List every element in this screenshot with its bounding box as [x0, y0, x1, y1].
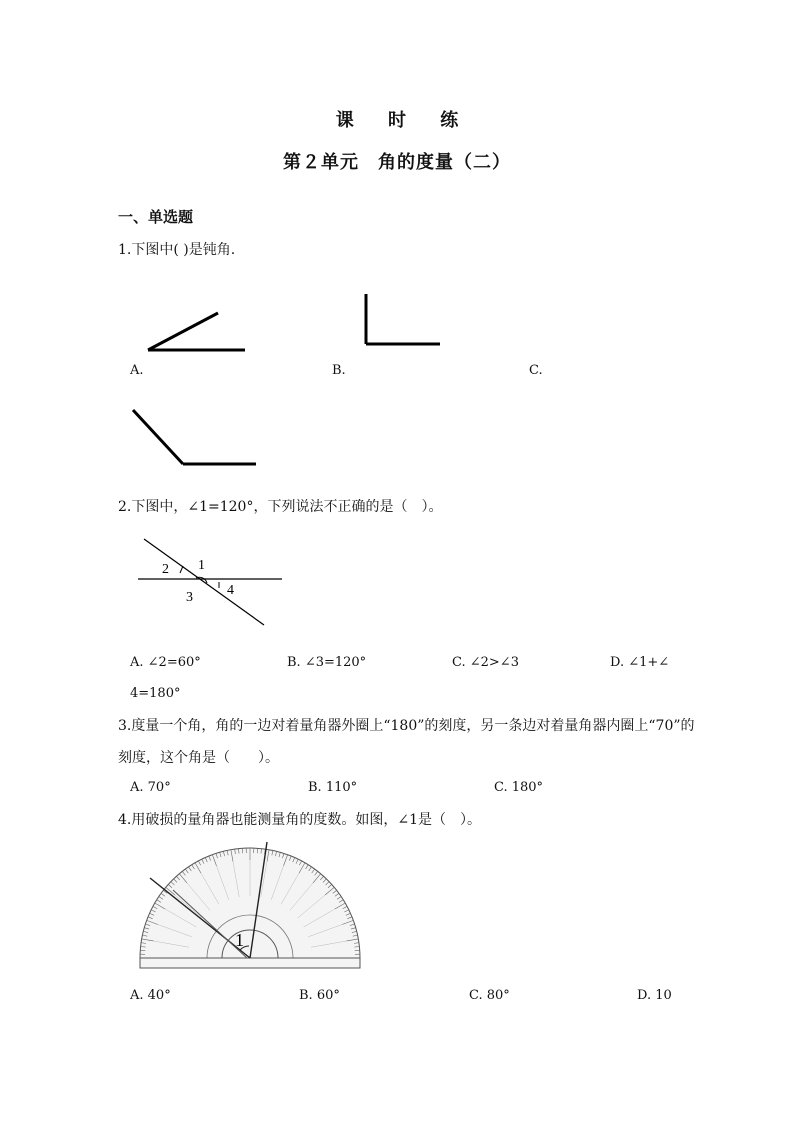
q1-option-c[interactable]: C.	[529, 363, 543, 378]
question-2-stem: 2.下图中，∠1=120°，下列说法不正确的是（ ）。	[118, 499, 443, 515]
q2-label-2: 2	[162, 562, 169, 577]
q2-option-d-wrap: 4=180°	[130, 686, 181, 701]
q3-option-a[interactable]: A. 70°	[130, 780, 171, 795]
q2-figure	[130, 535, 290, 630]
q1-figure-b	[358, 290, 448, 350]
q2-label-3: 3	[186, 590, 193, 605]
q3-option-c[interactable]: C. 180°	[494, 780, 544, 795]
q4-option-d[interactable]: D. 10	[637, 988, 672, 1003]
q1-figure-a	[140, 305, 250, 355]
question-1-stem: 1.下图中( )是钝角.	[118, 242, 236, 258]
q2-label-4: 4	[227, 583, 234, 598]
page-title: 课 时 练	[335, 110, 473, 131]
q2-option-d[interactable]: D. ∠1+∠	[610, 655, 670, 670]
section-title: 一、单选题	[118, 208, 194, 226]
q1-figure-c	[128, 405, 263, 470]
question-3-stem-line2: 刻度，这个角是（ ）。	[118, 750, 279, 766]
q4-option-c[interactable]: C. 80°	[469, 988, 510, 1003]
q4-protractor-figure	[137, 840, 363, 972]
q2-option-b[interactable]: B. ∠3=120°	[287, 655, 367, 670]
q2-label-1: 1	[198, 558, 205, 573]
q1-option-b[interactable]: B.	[332, 363, 346, 378]
q4-angle-label: 1	[235, 930, 244, 950]
question-4-stem: 4.用破损的量角器也能测量角的度数。如图，∠1是（ ）。	[118, 812, 481, 828]
q4-option-a[interactable]: A. 40°	[130, 988, 171, 1003]
q1-option-a[interactable]: A.	[130, 363, 144, 378]
page-subtitle: 第２单元 角的度量（二）	[283, 152, 511, 173]
q2-option-a[interactable]: A. ∠2=60°	[130, 655, 201, 670]
question-3-stem-line1: 3.度量一个角，角的一边对着量角器外圈上“180”的刻度，另一条边对着量角器内圈上“70”的	[118, 718, 695, 734]
q3-option-b[interactable]: B. 110°	[308, 780, 358, 795]
q2-option-c[interactable]: C. ∠2>∠3	[452, 655, 519, 670]
q4-option-b[interactable]: B. 60°	[299, 988, 340, 1003]
